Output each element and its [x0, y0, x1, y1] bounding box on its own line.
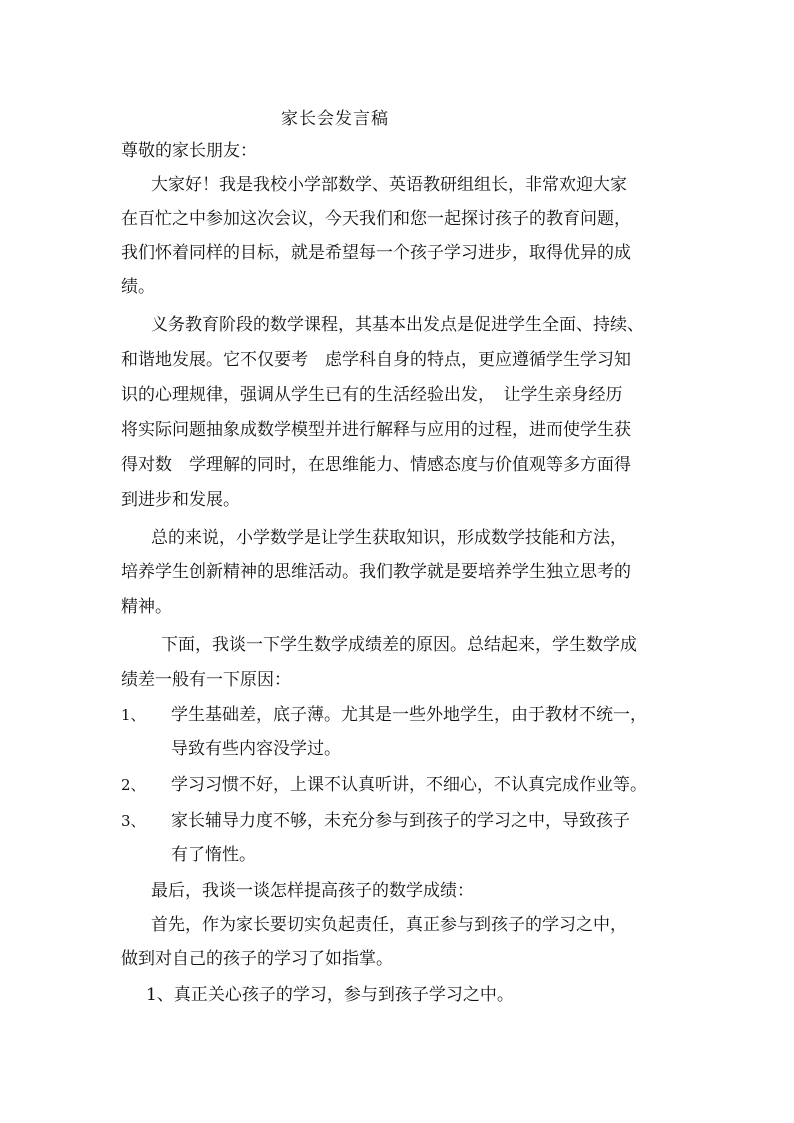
paragraph-2-line: 将实际问题抽象成数学模型并进行解释与应用的过程，进而使学生获 [121, 420, 631, 440]
list-item-text: 导致有些内容没学过。 [171, 739, 341, 759]
paragraph-2-line: 义务教育阶段的数学课程，其基本出发点是促进学生全面、持续、 [151, 315, 644, 335]
paragraph-6-line: 做到对自己的孩子的学习了如指掌。 [121, 949, 393, 969]
paragraph-7: 1、真正关心孩子的学习，参与到孩子学习之中。 [146, 985, 514, 1005]
salutation: 尊敬的家长朋友： [121, 141, 257, 161]
paragraph-6-line: 首先，作为家长要切实负起责任，真正参与到孩子的学习之中， [151, 915, 627, 935]
paragraph-4-line: 绩差一般有一下原因： [121, 670, 291, 690]
list-item-number: 1、 [121, 706, 146, 724]
paragraph-3-line: 总的来说，小学数学是让学生获取知识，形成数学技能和方法， [151, 528, 627, 548]
paragraph-3-line: 精神。 [121, 597, 172, 617]
paragraph-2-line: 和谐地发展。它不仅要考 虑学科自身的特点，更应遵循学生学习知 [121, 350, 631, 370]
paragraph-1-line: 我们怀着同样的目标，就是希望每一个孩子学习进步，取得优异的成 [121, 243, 631, 263]
document-title: 家长会发言稿 [281, 109, 389, 129]
paragraph-5: 最后，我谈一谈怎样提高孩子的数学成绩： [151, 881, 474, 901]
list-item-text: 有了惰性。 [171, 845, 256, 865]
paragraph-1-line: 大家好！我是我校小学部数学、英语教研组组长，非常欢迎大家 [151, 175, 627, 195]
paragraph-2-line: 识的心理规律，强调从学生已有的生活经验出发， 让学生亲身经历 [121, 385, 623, 405]
list-item-number: 3、 [121, 812, 146, 830]
list-item-text: 学生基础差，底子薄。尤其是一些外地学生，由于教材不统一， [171, 705, 647, 725]
paragraph-3-line: 培养学生创新精神的思维活动。我们教学就是要培养学生独立思考的 [121, 562, 631, 582]
paragraph-1-line: 在百忙之中参加这次会议，今天我们和您一起探讨孩子的教育问题， [121, 209, 631, 229]
list-item-number: 2、 [121, 776, 146, 794]
list-item-text: 学习习惯不好，上课不认真听讲，不细心，不认真完成作业等。 [171, 775, 647, 795]
paragraph-1-line: 绩。 [121, 277, 155, 297]
list-item-text: 家长辅导力度不够，未充分参与到孩子的学习之中，导致孩子 [171, 811, 630, 831]
paragraph-4-line: 下面，我谈一下学生数学成绩差的原因。总结起来，学生数学成 [161, 635, 637, 655]
paragraph-2-line: 到进步和发展。 [121, 490, 240, 510]
paragraph-2-line: 得对数 学理解的同时，在思维能力、情感态度与价值观等多方面得 [121, 455, 631, 475]
